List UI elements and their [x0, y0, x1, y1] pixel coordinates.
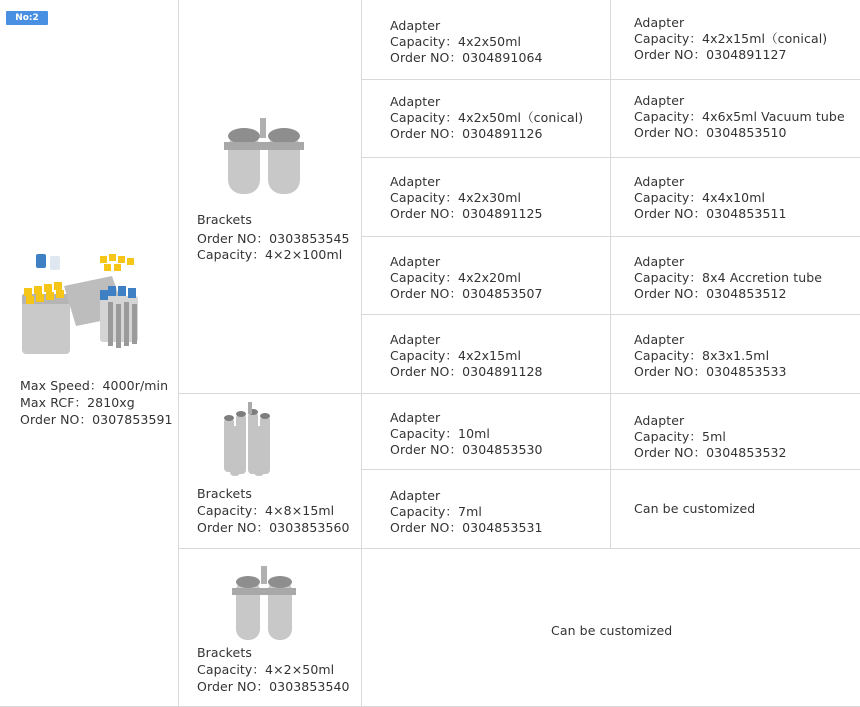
divider	[361, 469, 860, 470]
adapter-title: Adapter	[390, 254, 441, 269]
adapter-title: Adapter	[634, 254, 685, 269]
adapter-order-number: Order NO：0304853507	[390, 286, 543, 301]
bracket-title: Brackets	[197, 486, 252, 501]
adapter-capacity: Capacity：4x2x15ml（conical)	[634, 31, 828, 46]
bracket-order-number: Order NO：0303853560	[197, 520, 350, 535]
adapter-title: Adapter	[634, 93, 685, 108]
bracket-title: Brackets	[197, 645, 252, 660]
adapter-title: Adapter	[390, 174, 441, 189]
divider	[178, 548, 860, 549]
adapter-title: Adapter	[634, 15, 685, 30]
adapter-order-number: Order NO：0304853531	[390, 520, 543, 535]
adapter-order-number: Order NO：0304891127	[634, 47, 787, 62]
model-badge: No:2	[6, 11, 48, 25]
rotor-max-rcf: Max RCF：2810xg	[20, 395, 135, 410]
adapter-order-number: Order NO：0304853530	[390, 442, 543, 457]
rotor-image	[16, 246, 154, 362]
adapter-capacity: Capacity：7ml	[390, 504, 482, 519]
bracket-capacity: Capacity：4×2×50ml	[197, 662, 335, 677]
adapter-capacity: Capacity：4x2x15ml	[390, 348, 522, 363]
adapter-capacity: Capacity：8x4 Accretion tube	[634, 270, 823, 285]
divider	[361, 236, 860, 237]
adapter-order-number: Order NO：0304891125	[390, 206, 543, 221]
adapter-title: Adapter	[390, 410, 441, 425]
customizable-note: Can be customized	[634, 501, 756, 516]
adapter-capacity: Capacity：4x2x30ml	[390, 190, 522, 205]
adapter-capacity: Capacity：4x2x50ml（conical)	[390, 110, 584, 125]
divider	[361, 314, 860, 315]
divider	[178, 0, 179, 707]
adapter-title: Adapter	[634, 332, 685, 347]
divider	[361, 157, 860, 158]
adapter-title: Adapter	[390, 332, 441, 347]
adapter-order-number: Order NO：0304891064	[390, 50, 543, 65]
adapter-capacity: Capacity：4x2x50ml	[390, 34, 522, 49]
bracket-order-number: Order NO：0303853540	[197, 679, 350, 694]
adapter-title: Adapter	[634, 413, 685, 428]
adapter-order-number: Order NO：0304853533	[634, 364, 787, 379]
adapter-title: Adapter	[390, 94, 441, 109]
divider	[361, 79, 860, 80]
adapter-order-number: Order NO：0304853532	[634, 445, 787, 460]
adapter-capacity: Capacity：10ml	[390, 426, 490, 441]
divider	[361, 0, 362, 707]
adapter-order-number: Order NO：0304853510	[634, 125, 787, 140]
divider	[610, 0, 611, 548]
adapter-title: Adapter	[390, 18, 441, 33]
bracket-15ml-image	[220, 400, 280, 482]
adapter-capacity: Capacity：8x3x1.5ml	[634, 348, 770, 363]
rotor-max-speed: Max Speed：4000r/min	[20, 378, 169, 393]
adapter-capacity: Capacity：4x4x10ml	[634, 190, 766, 205]
bracket-capacity: Capacity：4×2×100ml	[197, 247, 343, 262]
adapter-order-number: Order NO：0304853511	[634, 206, 787, 221]
bracket-order-number: Order NO：0303853545	[197, 231, 350, 246]
adapter-title: Adapter	[634, 174, 685, 189]
adapter-capacity: Capacity：5ml	[634, 429, 726, 444]
bracket-title: Brackets	[197, 212, 252, 227]
adapter-order-number: Order NO：0304891126	[390, 126, 543, 141]
rotor-order-number: Order NO：0307853591	[20, 412, 173, 427]
adapter-capacity: Capacity：4x2x20ml	[390, 270, 522, 285]
bracket-capacity: Capacity：4×8×15ml	[197, 503, 335, 518]
bracket-50ml-image	[230, 566, 298, 644]
bracket-100ml-image	[220, 116, 308, 202]
customizable-note: Can be customized	[551, 623, 673, 638]
adapter-order-number: Order NO：0304891128	[390, 364, 543, 379]
adapter-capacity: Capacity：4x6x5ml Vacuum tube	[634, 109, 845, 124]
divider	[178, 393, 860, 394]
adapter-title: Adapter	[390, 488, 441, 503]
adapter-order-number: Order NO：0304853512	[634, 286, 787, 301]
